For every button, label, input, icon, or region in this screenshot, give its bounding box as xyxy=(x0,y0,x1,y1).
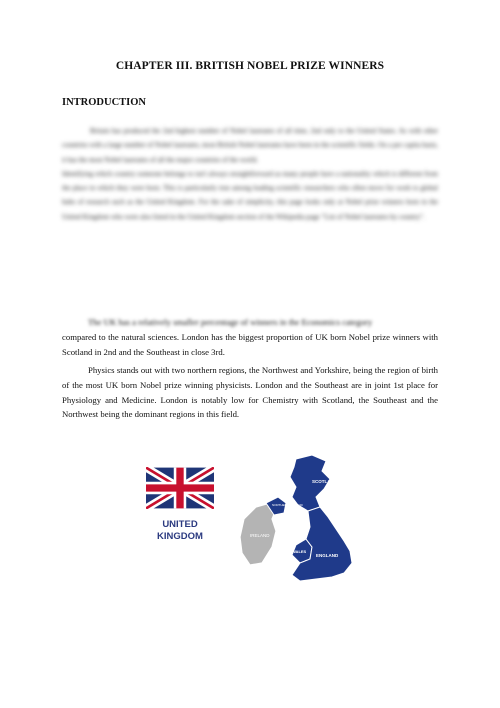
union-jack-flag-icon xyxy=(146,467,214,509)
label-line: KINGDOM xyxy=(157,531,203,542)
blurred-intro-text xyxy=(62,124,438,224)
partial-sentence: The UK has a relatively smaller percentage of winners in the Economics category xyxy=(88,317,373,327)
united-kingdom-label xyxy=(140,519,220,543)
scotland-label: SCOTLAND xyxy=(312,479,337,484)
body-text xyxy=(62,315,438,425)
body-paragraph xyxy=(62,315,438,360)
paragraph-continuation: compared to the natural sciences. London has the biggest proportion of UK born Nobel prize winners with Scotland in 2nd and the Southeast in close 3rd. xyxy=(62,331,438,357)
section-heading: INTRODUCTION xyxy=(62,97,147,108)
ireland-label: IRELAND xyxy=(250,533,270,538)
uk-map-icon xyxy=(236,453,376,593)
chapter-title: CHAPTER III. BRITISH NOBEL PRIZE WINNERS xyxy=(115,60,385,72)
wales-label: WALES xyxy=(292,549,307,554)
blurred-paragraph: Identifying which country someone belongs to isn't always straightforward as many people have a nationality which is different from the place in which they were born. This is particularly true among leading scientific researchers who often move for work to global hubs of research such as the United Kingdom. For the sake of simplicity, this page looks only at Nobel prize winners born in the United Kingdom who were also listed in the United Kingdom section of the Wikipedia page "List of Nobel laureates by country". xyxy=(62,169,438,221)
label-line: UNITED xyxy=(162,519,198,530)
northern-ireland-label: NORTHERN IRELAND xyxy=(272,503,303,507)
england-label: ENGLAND xyxy=(316,553,339,558)
body-paragraph: Physics stands out with two northern regions, the Northwest and Yorkshire, being the region of birth of the most UK born Nobel prize winning physicists. London and the Southeast are in joint 1st place for Physiology and Medicine. London is notably low for Chemistry with Scotland, the Southeast and the Northwest being the dominant regions in this field. xyxy=(62,364,438,420)
blurred-paragraph: Britain has produced the 2nd highest number of Nobel laureates of all time, 2nd only to the United States. As with other countries with a large number of Nobel laureates, most British Nobel laureates have been in the scientific fields. On a per capita basis, it has the most Nobel laureates of all the major countries of the world. xyxy=(62,127,438,164)
uk-figure xyxy=(140,453,380,593)
